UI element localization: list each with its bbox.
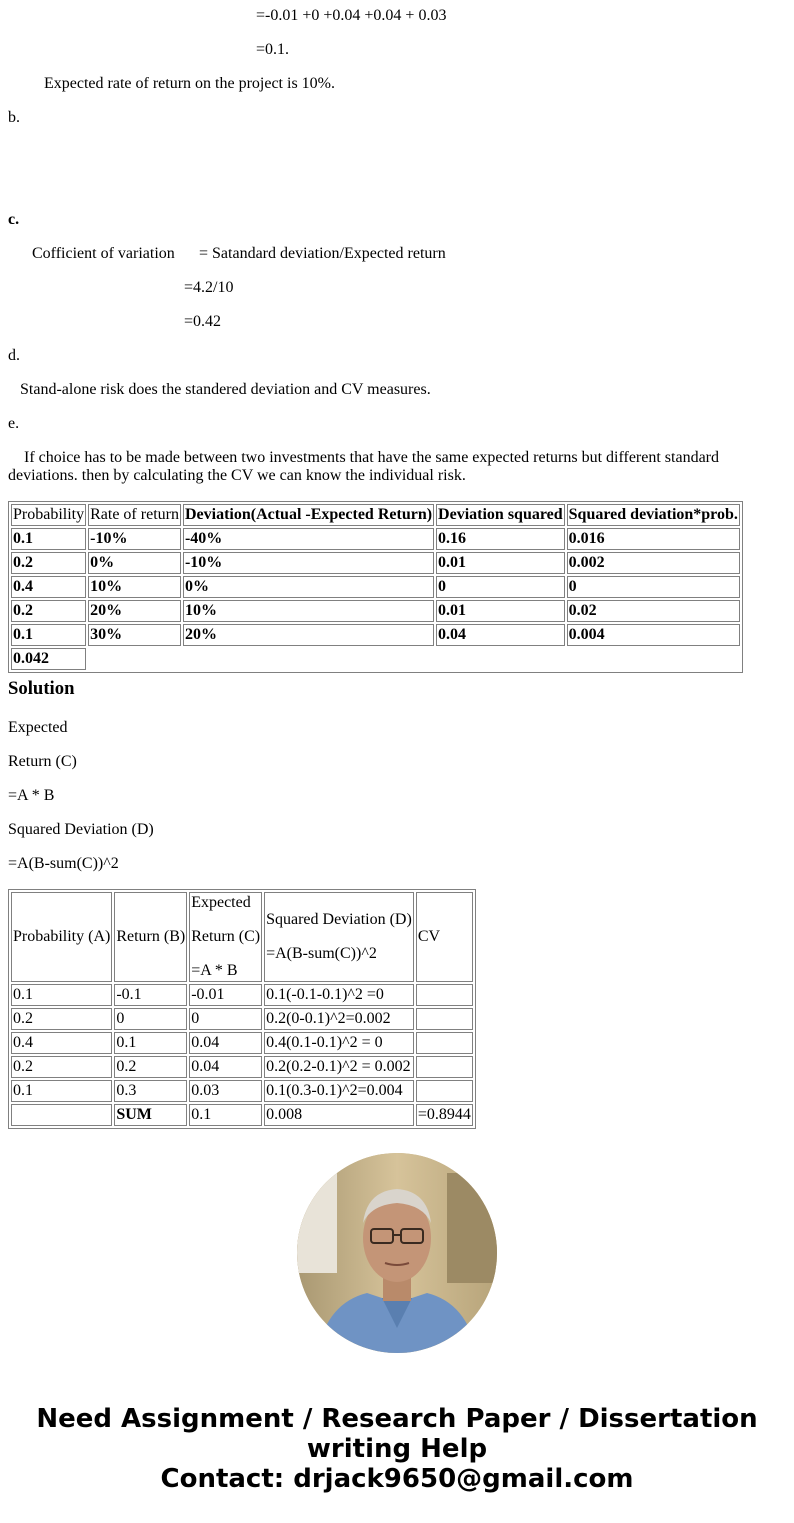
header-formula-c: =A * B — [191, 962, 238, 979]
table-cell: 0.01 — [436, 600, 565, 622]
table-cell: 0.2 — [11, 1008, 112, 1030]
footer-line2: writing Help — [306, 1434, 488, 1464]
table-cell: 0.2(0.2-0.1)^2 = 0.002 — [264, 1056, 414, 1078]
table-cell: -0.01 — [189, 984, 262, 1006]
part-e-label: e. — [8, 415, 20, 432]
table-row — [11, 1056, 473, 1078]
table-row — [11, 984, 473, 1006]
sum-label: SUM — [114, 1104, 187, 1126]
table-cell: 0.1 — [11, 1080, 112, 1102]
table-total-row — [11, 648, 740, 670]
solution-line-return-c: Return (C) — [8, 753, 77, 770]
table-cell: 0.4(0.1-0.1)^2 = 0 — [264, 1032, 414, 1054]
table-cell: 0.1 — [11, 528, 86, 550]
table-cell: 0.16 — [436, 528, 565, 550]
table-cell: 20% — [183, 624, 434, 646]
col-header-return-b: Return (B) — [114, 892, 187, 982]
col-header-expected-return-c — [189, 892, 262, 982]
solution-line-formula-c: =A * B — [8, 787, 55, 804]
cv-formula-rhs: = Satandard deviation/Expected return — [199, 245, 446, 262]
table-cell: 10% — [88, 576, 181, 598]
table-cell — [416, 1056, 473, 1078]
table-cell: -40% — [183, 528, 434, 550]
table-cell: 0.1(-0.1-0.1)^2 =0 — [264, 984, 414, 1006]
table-cell: 0.1 — [11, 624, 86, 646]
table-cell: 0.016 — [567, 528, 740, 550]
table-cell: 0.04 — [189, 1056, 262, 1078]
table-cell: 0.2 — [114, 1056, 187, 1078]
table-row — [11, 1008, 473, 1030]
table-cell: 0% — [183, 576, 434, 598]
table-row — [11, 600, 740, 622]
solution-table — [8, 889, 476, 1129]
part-e-text: If choice has to be made between two investments that have the same expected returns but different standard deviations. then by calculating the CV we can know the individual risk. — [8, 449, 720, 484]
table-row — [11, 528, 740, 550]
table-cell: 0% — [88, 552, 181, 574]
table-cell: 0 — [567, 576, 740, 598]
table-header-row — [11, 504, 740, 526]
sum-cv: =0.8944 — [416, 1104, 473, 1126]
col-header-probability-a: Probability (A) — [11, 892, 112, 982]
table-cell: -10% — [183, 552, 434, 574]
table-cell-empty — [11, 1104, 112, 1126]
col-header-squared-deviation-d — [264, 892, 414, 982]
cv-formula-lhs: Cofficient of variation — [32, 245, 175, 262]
col-header-rate-of-return: Rate of return — [88, 504, 181, 526]
sum-expected-return: 0.1 — [189, 1104, 262, 1126]
empty-cell — [183, 648, 434, 670]
empty-cell — [436, 648, 565, 670]
table-cell: 0 — [114, 1008, 187, 1030]
table-cell: 0.2 — [11, 1056, 112, 1078]
sum-squared-deviation: 0.008 — [264, 1104, 414, 1126]
col-header-deviation-squared: Deviation squared — [436, 504, 565, 526]
table-cell — [416, 1008, 473, 1030]
table-cell: 0.04 — [189, 1032, 262, 1054]
table-cell: 0.02 — [567, 600, 740, 622]
part-d-text: Stand-alone risk does the standered deviation and CV measures. — [20, 381, 431, 398]
table-cell: 30% — [88, 624, 181, 646]
table-total-cell: 0.042 — [11, 648, 86, 670]
empty-cell — [567, 648, 740, 670]
table-cell — [416, 1032, 473, 1054]
table-cell — [416, 984, 473, 1006]
table-row — [11, 1032, 473, 1054]
table-cell: 0.004 — [567, 624, 740, 646]
table-sum-row — [11, 1104, 473, 1126]
table-cell: 0.2 — [11, 552, 86, 574]
table-cell — [416, 1080, 473, 1102]
table-cell: 0 — [189, 1008, 262, 1030]
table-row — [11, 552, 740, 574]
table-row — [11, 624, 740, 646]
part-d-label: d. — [8, 347, 20, 364]
table-cell: 0.3 — [114, 1080, 187, 1102]
table-cell: 0.1 — [114, 1032, 187, 1054]
cv-step2: =0.42 — [184, 313, 222, 330]
cv-step1: =4.2/10 — [184, 279, 234, 296]
part-a-conclusion: Expected rate of return on the project is 10%. — [44, 75, 335, 92]
table-cell: 0.4 — [11, 1032, 112, 1054]
solution-line-squared-deviation: Squared Deviation (D) — [8, 821, 154, 838]
table-header-row — [11, 892, 473, 982]
table-cell: 0.2 — [11, 600, 86, 622]
table-row — [11, 1080, 473, 1102]
header-squared-deviation: Squared Deviation (D) — [266, 911, 412, 928]
deviation-table — [8, 501, 743, 673]
table-cell: 0.01 — [436, 552, 565, 574]
part-c-label: c. — [8, 211, 20, 228]
table-cell: -0.1 — [114, 984, 187, 1006]
table-cell: 0.4 — [11, 576, 86, 598]
table-cell: 0 — [436, 576, 565, 598]
footer-line1: Need Assignment / Research Paper / Dissertation — [36, 1404, 758, 1434]
table-cell: -10% — [88, 528, 181, 550]
table-cell: 20% — [88, 600, 181, 622]
part-a-line2: =0.1. — [256, 41, 290, 58]
part-b-label: b. — [8, 109, 20, 126]
author-photo — [297, 1153, 497, 1353]
header-expected: Expected — [191, 894, 251, 911]
header-formula-d: =A(B-sum(C))^2 — [266, 945, 377, 962]
person-portrait-icon — [297, 1153, 497, 1353]
table-cell: 10% — [183, 600, 434, 622]
col-header-probability: Probability — [11, 504, 86, 526]
table-cell: 0.03 — [189, 1080, 262, 1102]
table-cell: 0.04 — [436, 624, 565, 646]
table-cell: 0.1 — [11, 984, 112, 1006]
col-header-cv: CV — [416, 892, 473, 982]
part-a-line1: =-0.01 +0 +0.04 +0.04 + 0.03 — [256, 7, 447, 24]
solution-line-formula-d: =A(B-sum(C))^2 — [8, 855, 119, 872]
header-return-c: Return (C) — [191, 928, 261, 945]
footer-contact: Contact: drjack9650@gmail.com — [160, 1464, 634, 1494]
solution-line-expected: Expected — [8, 719, 68, 736]
solution-heading: Solution — [8, 678, 75, 699]
table-cell: 0.002 — [567, 552, 740, 574]
table-row — [11, 576, 740, 598]
empty-cell — [88, 648, 181, 670]
footer-banner — [0, 1404, 794, 1494]
table-cell: 0.2(0-0.1)^2=0.002 — [264, 1008, 414, 1030]
col-header-squared-deviation-prob: Squared deviation*prob. — [567, 504, 740, 526]
col-header-deviation: Deviation(Actual -Expected Return) — [183, 504, 434, 526]
table-cell: 0.1(0.3-0.1)^2=0.004 — [264, 1080, 414, 1102]
